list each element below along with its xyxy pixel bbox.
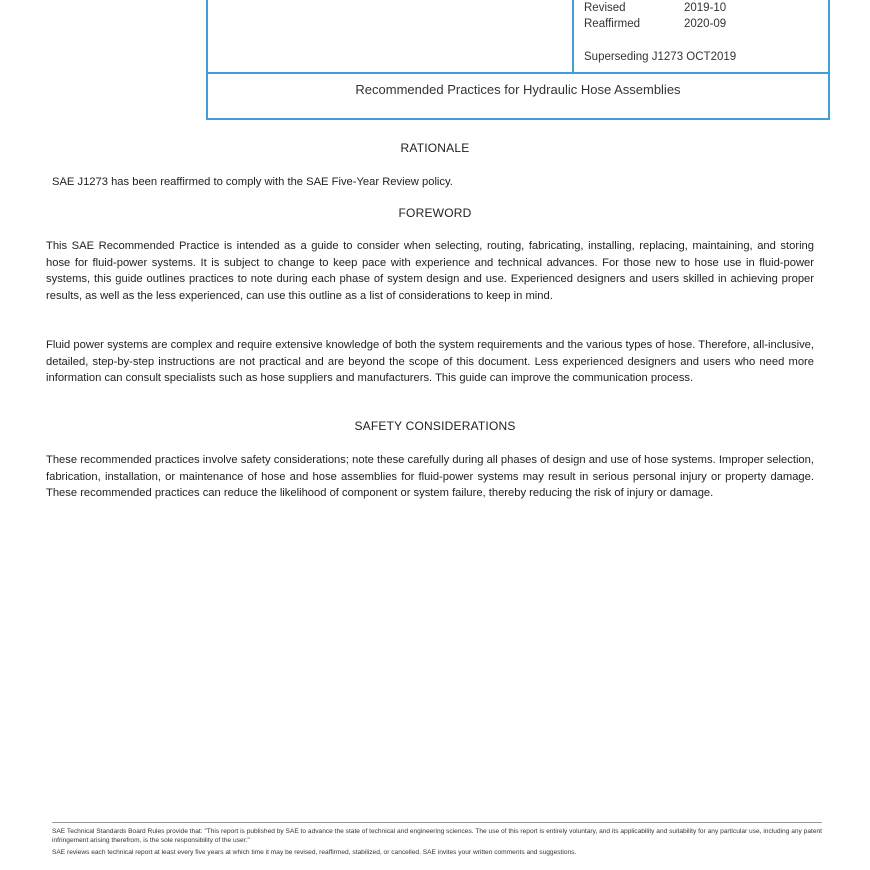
- revised-label: Revised: [584, 2, 626, 14]
- header-top-section: [208, 0, 828, 74]
- reaffirmed-row: [584, 18, 726, 30]
- reaffirmed-date: 2020-09: [684, 18, 727, 30]
- footer-review-notice: SAE reviews each technical report at least every five years at which time it may be revised, reaffirmed, stabilized, or cancelled. SAE invites your written comments and suggestions.: [52, 849, 577, 856]
- page-footer: [52, 822, 822, 860]
- safety-heading: SAFETY CONSIDERATIONS: [354, 419, 516, 433]
- footer-disclaimer: SAE Technical Standards Board Rules provide that: "This report is published by SAE to advance the state of technical and engineering sciences. The use of this report is entirely voluntary, and its applicability and suitability for any particular use, including any patent infringement arising therefrom, is the sole responsibility of the user.": [52, 828, 822, 844]
- revised-row: [584, 2, 726, 14]
- foreword-paragraph-2: Fluid power systems are complex and require extensive knowledge of both the system requirements and the various types of hose. Therefore, all-inclusive, detailed, step-by-step instructions are not practical and are beyond the scope of this document. Less experienced designers and users who need more information can consult specialists such as hose suppliers and manufacturers. This guide can improve the communication process.: [46, 339, 814, 384]
- rationale-heading: RATIONALE: [400, 141, 470, 155]
- foreword-paragraph-1: This SAE Recommended Practice is intended as a guide to consider when selecting, routing, fabricating, installing, replacing, maintaining, and storing hose for fluid-power systems. It is subject to change to keep pace with experience and technical advances. For those new to hose use in fluid-power systems, this guide outlines practices to note during each phase of system design and use. Experienced designers and users skilled in achieving proper results, as well as the less experienced, can use this outline as a list of considerations to keep in mind.: [46, 240, 814, 302]
- foreword-heading: FOREWORD: [398, 206, 472, 220]
- superseding-text: Superseding J1273 OCT2019: [584, 51, 737, 63]
- document-title: Recommended Practices for Hydraulic Hose Assemblies: [355, 82, 681, 97]
- header-metadata: [572, 0, 830, 72]
- revised-date: 2019-10: [684, 2, 727, 14]
- reaffirmed-label: Reaffirmed: [584, 18, 641, 30]
- rationale-text: SAE J1273 has been reaffirmed to comply with the SAE Five-Year Review policy.: [52, 176, 453, 188]
- safety-text: These recommended practices involve safety considerations; note these carefully during all phases of design and use of hose systems. Improper selection, fabrication, installation, or maintenance of hose and hose assemblies for fluid-power systems may result in serious personal injury or property damage. These recommended practices can reduce the likelihood of component or system failure, thereby reducing the risk of injury or damage.: [46, 454, 814, 499]
- document-header-box: [206, 0, 830, 120]
